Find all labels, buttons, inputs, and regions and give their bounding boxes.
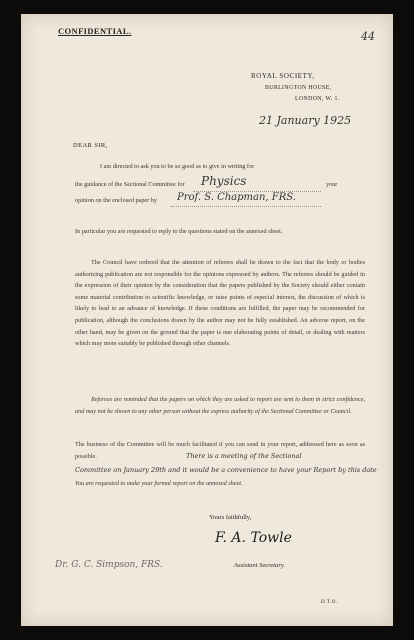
handwritten-note-line-1: There is a meeting of the Sectional	[186, 452, 302, 460]
confidential-heading: CONFIDENTIAL.	[58, 26, 132, 36]
business-paragraph: The business of the Committee will be much facilitated if you can send in your report, addressed here as soon as possible.	[75, 441, 365, 460]
letterhead-address-1: BURLINGTON HOUSE,	[265, 85, 332, 91]
closing: Yours faithfully,	[209, 514, 252, 521]
author-dotted-line	[171, 205, 321, 207]
questions-paragraph: In particular you are requested to reply to the questions stated on the annexed sheet.	[75, 228, 283, 235]
letter-date: 21 January 1925	[259, 114, 352, 127]
printer-code: D.T.O.	[321, 600, 338, 605]
addressee: Dr. G. C. Simpson, FRS.	[55, 560, 163, 570]
paper-author: Prof. S. Chapman, FRS.	[177, 192, 296, 203]
request-line-1: I am directed to ask you to be so good as to give in writing for	[100, 163, 255, 170]
letterhead-org: ROYAL SOCIETY,	[251, 72, 315, 80]
handwritten-note-line-2: Committee on January 29th and it would be a convenience to have your Report by this date	[75, 466, 377, 474]
request-line-2-end: your	[326, 181, 338, 188]
formal-report-paragraph: You are requested to make your formal report on the annexed sheet.	[75, 480, 243, 487]
council-paragraph: The Council have ordered that the attention of referees shall be drawn to the fact that the body or bodies authorizing publication are not responsible for the opinions expressed by authors. The referees should be guided in the expression of their opinion by the consideration that the papers published by the Society should either contain some material contribution to scientific knowledge, or raise points of especial interest, the discussion of which is likely to lead to an advance of knowledge. If these conditions are fulfilled, the paper may be recommended for publication, although the conclusions drawn by the author may not be fully established. An adverse report, on the other hand, may be given on the ground that the paper is one elaborating points of detail, or dealing with matters which may more suitably be published through other channels.	[75, 259, 365, 348]
request-line-3: opinion on the enclosed paper by	[75, 197, 157, 204]
folio-number: 44	[361, 30, 375, 43]
letter-page	[21, 14, 393, 626]
committee-name: Physics	[201, 174, 247, 188]
request-line-2-start: the guidance of the Sectional Committee for	[75, 181, 185, 188]
signatory-title: Assistant Secretary.	[234, 562, 286, 569]
signature: F. A. Towle	[215, 530, 292, 546]
confidentiality-paragraph: Referees are reminded that the papers on which they are asked to report are sent to them in strict confidence, and may not be shown to any other person without the express authority of the Sectional Committee or Council.	[75, 396, 365, 415]
salutation: DEAR SIR,	[73, 142, 108, 149]
letterhead-address-2: LONDON, W. 1.	[295, 96, 340, 102]
